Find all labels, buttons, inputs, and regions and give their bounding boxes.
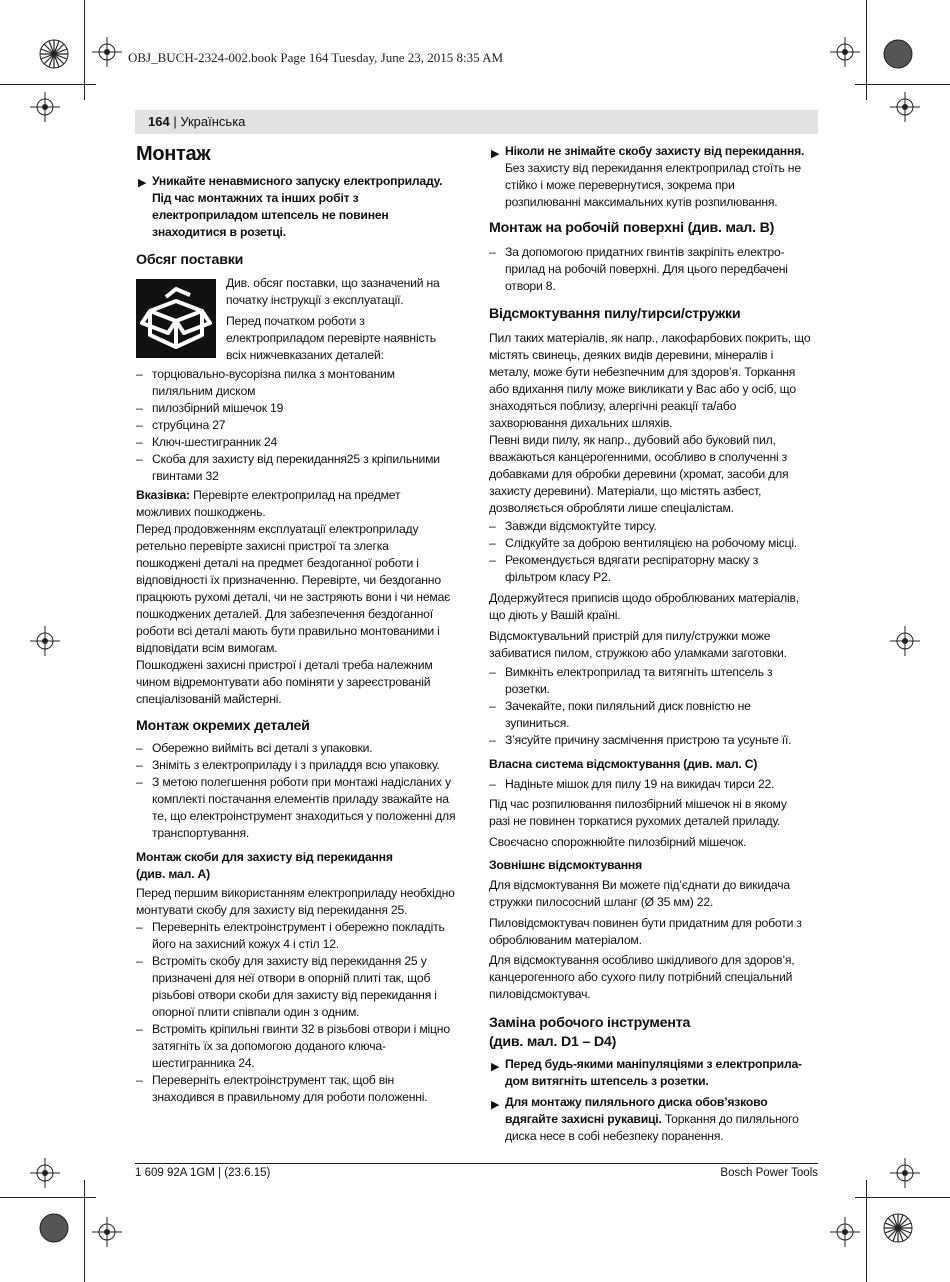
crop-mark [84,0,85,100]
work-list [489,244,819,295]
warning-gloves: Для монтажу пиляльного диска обов’язково вдягайте захисні рукавиці. Торкання до пиляльного диска несе в собі небезпеку поранення. [505,1095,799,1143]
crosshair-icon [92,1217,122,1247]
printer-slug: OBJ_BUCH-2324-002.book Page 164 Tuesday, June 23, 2015 8:35 AM [128,50,504,65]
crosshair-icon [890,1158,920,1188]
dust-text: Пил таких матеріалів, як напр., лакофарбових покрить, що містять свинець, деяких видів деревини, мінералів і металу, може бути небезпечним для здоров’я. Торкання або вдихання пилу може викликати у Вас або у осіб, що знаходяться поблизу, алергічні реакції та/або захворювання дихальних шляхів. Певні види пилу, як напр., дубовий або буковий пил, вважаються канцерогенними, особливо в сполученні з добавками для обробки деревини (хромат, засоби для захисту деревини). Матеріали, що містять азбест, дозволяється обробляти лише спеціалістам. [489,331,811,515]
own-text: Під час розпилювання пилозбірний мішечок ні в якому разі не повинен торкатися рухомих деталей приладу. [489,797,787,828]
delivery-text: Див. обсяг поставки, що зазначений на початку інструкції з експлуатації. Перед початком роботи з електроприладом перевірте наявність всіх нижчевказаних деталей: [226,276,440,362]
crosshair-icon [30,626,60,656]
crop-mark [855,84,950,85]
external-text-3: Для відсмоктування особливо шкідливого для здоров’я, канцерогенного або сухого пилу потрібний спеціальний пиловідсмоктувач. [489,953,795,1001]
crosshair-icon [30,92,60,122]
crosshair-icon [890,92,920,122]
list-item: – Встроміть скобу для захисту від перекидання 25 у призначені для неї отвори в опорній плиті так, щоб різьбові отвори скоби для захисту від перекидання і опорної плити співпали один з одним. [136,954,437,1019]
list-item: – Надіньте мішок для пилу 19 на викидач тирси 22. [489,777,775,791]
footer-rule [135,1163,818,1164]
list-item: – Зачекайте, поки пиляльний диск повністю не зупиниться. [489,699,751,730]
section-title-montage: Монтаж [136,143,211,165]
list-item: – Рекомендується вдягати респіраторну маску з фільтром класу P2. [489,553,759,584]
list-item: – За допомогою придатних гвинтів закріпіть електро- прилад на робочій поверхні. Для цього передбачені отвори 8. [489,245,788,293]
heading-tool-change: Заміна робочого інструмента (див. мал. D1 – D4) [489,1015,691,1050]
warning-bracket: Ніколи не знімайте скобу захисту від перекидання. Без захисту від перекидання електроприлад стоїть не стійко і може перевернутися, зокрема при розпилюванні максимальних кутів розпилювання. [505,144,805,209]
registration-target-icon [882,1212,914,1244]
box-delivery-icon [136,279,216,358]
external-text-1: Для відсмоктування Ви можете під’єднати до викидача стружки пилососний шланг (Ø 35 мм) 22. [489,878,790,909]
warning-unplug: Уникайте ненавмисного запуску електроприладу. Під час монтажних та інших робіт з електроприладом штепсель не повинен знаходитися в розетці. [152,174,443,239]
bullet-arrow-icon: ▶ [491,1099,500,1111]
list-item: – Переверніть електроінструмент так, щоб він знаходився в правильному для роботи положенні. [136,1073,428,1104]
heading-parts: Монтаж окремих деталей [136,718,310,734]
external-text-2: Пиловідсмоктувач повинен бути придатним для роботи з оброблюваним матеріалом. [489,916,802,947]
heading-external: Зовнішнє відсмоктування [489,858,642,872]
bullet-arrow-icon: ▶ [138,177,147,189]
clog-list [489,664,819,749]
crop-mark [866,1180,867,1282]
registration-dot-icon [882,38,914,70]
crop-mark [0,1197,96,1198]
list-item: – Переверніть електроінструмент і обережно покладіть його на захисний кожух 4 і стіл 12. [136,920,445,951]
registration-target-icon [38,38,70,70]
list-item: – Завжди відсмоктуйте тирсу. [489,519,657,533]
heading-delivery: Обсяг поставки [136,252,244,268]
bracket-list [136,919,471,1106]
registration-dot-icon [38,1212,70,1244]
bullet-arrow-icon: ▶ [491,148,500,160]
list-item: – пилозбірний мішечок 19 [136,401,284,415]
list-item: – З’ясуйте причину засмічення пристрою та усуньте її. [489,733,792,747]
crop-mark [855,1197,950,1198]
list-item: – струбцина 27 [136,418,226,432]
crosshair-icon [830,37,860,67]
list-item: – Ключ-шестигранник 24 [136,435,278,449]
crop-mark [84,1180,85,1282]
crosshair-icon [830,1217,860,1247]
list-item: – Слідкуйте за доброю вентиляцією на робочому місці. [489,536,798,550]
heading-own-extraction: Власна система відсмоктування (див. мал. C) [489,757,758,771]
list-item: – Зніміть з електроприладу і з приладдя всю упаковку. [136,758,440,772]
footer-code: 1 609 92A 1GM | (23.6.15) [135,1167,271,1179]
list-item: – торцювально-вусорізна пилка з монтованим пиляльним диском [136,367,395,398]
delivery-list [136,366,471,485]
list-item: – Обережно вийміть всі деталі з упаковки. [136,741,373,755]
footer-brand: Bosch Power Tools [720,1167,818,1179]
list-item: – Вимкніть електроприлад та витягніть штепсель з розетки. [489,665,773,696]
clog-text: Відсмоктувальний пристрій для пилу/стружки може забиватися пилом, стружкою або уламками заготовки. [489,629,787,660]
dust-list [489,518,819,586]
heading-worksurface: Монтаж на робочій поверхні (див. мал. B) [489,220,775,236]
warning-tool-unplug: Перед будь-якими маніпуляціями з електроприла- дом витягніть штепсель з розетки. [505,1057,802,1088]
page-number: 164 [148,114,170,129]
note-block: Вказівка: Перевірте електроприлад на предмет можливих пошкоджень. Перед продовженням експлуатації електроприладу ретельно перевірте захисні пристрої та злегка пошкоджені деталі на предмет бездоганної роботи і відповідності їх призначенню. Перевірте, чи бездоганно працюють рухомі деталі, чи не застряють вони і чи немає пошкоджених деталей. Для забезпечення бездоганної роботи всі деталі мають бути правильно монтованими і відповідати всім вимогам. Пошкоджені захисні пристрої і деталі треба належним чином відремонтувати або поміняти у зареєстрованій спеціалізованій майстерні. [136,488,451,706]
header-language: Українська [180,114,246,129]
heading-dust: Відсмоктування пилу/тирси/стружки [489,306,741,322]
heading-bracket: Монтаж скоби для захисту від перекидання (див. мал. A) [136,850,393,881]
crosshair-icon [30,1158,60,1188]
crosshair-icon [92,37,122,67]
bullet-arrow-icon: ▶ [491,1061,500,1073]
bracket-intro: Перед першим використанням електроприладу необхідно монтувати скобу для захисту від перекидання 25. [136,886,455,917]
regulations-text: Додержуйтеся приписів щодо оброблюваних матеріалів, що діють у Вашій країні. [489,591,799,622]
list-item: – Встроміть кріпильні гвинти 32 в різьбові отвори і міцно затягніть їх за допомогою доданого ключа- шестигранника 24. [136,1022,450,1070]
own-empty-text: Своєчасно спорожнюйте пилозбірний мішечок. [489,835,747,849]
crosshair-icon [890,626,920,656]
parts-list [136,740,471,842]
crop-mark [866,0,867,100]
own-list [489,776,819,793]
list-item: – Скоба для захисту від перекидання25 з кріпильними гвинтами 32 [136,452,440,483]
list-item: – З метою полегшення роботи при монтажі надісланих у комплекті постачання елементів приладу зважайте на те, що електроінструмент знаходиться у положенні для транспортування. [136,775,456,840]
crop-mark [0,84,96,85]
page-header-text: 164 | Українська [148,114,246,129]
